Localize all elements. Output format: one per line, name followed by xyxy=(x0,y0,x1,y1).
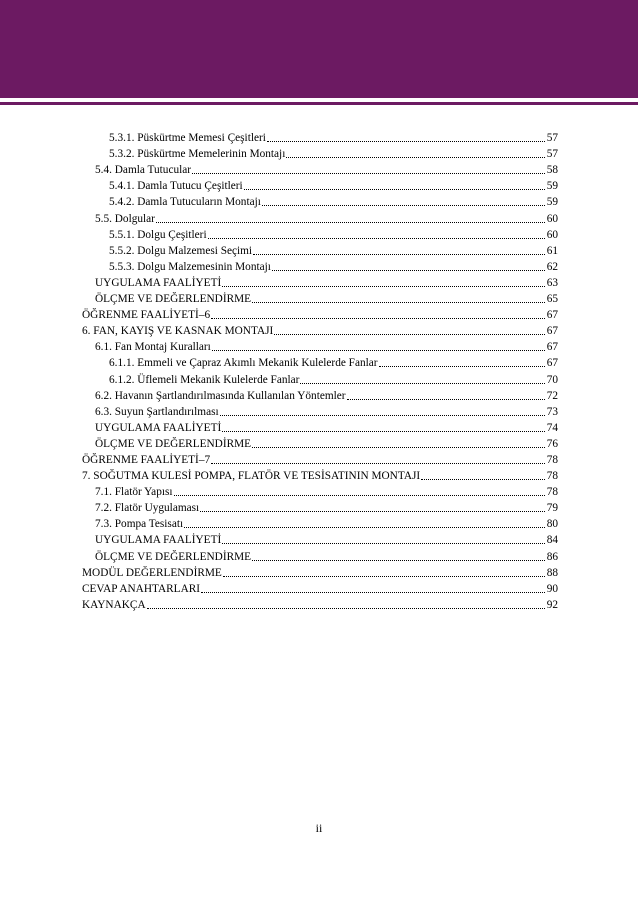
toc-entry[interactable] xyxy=(82,274,558,290)
toc-entry-page: 84 xyxy=(546,534,558,547)
toc-dot-leader xyxy=(253,253,545,255)
toc-dot-leader xyxy=(200,510,545,512)
toc-entry[interactable] xyxy=(82,290,558,306)
toc-dot-leader xyxy=(300,382,545,384)
toc-dot-leader xyxy=(347,398,545,400)
toc-entry-page: 78 xyxy=(546,453,558,466)
toc-entry[interactable] xyxy=(82,387,558,403)
toc-dot-leader xyxy=(252,446,545,448)
toc-entry-title: 5.5.1. Dolgu Çeşitleri xyxy=(109,228,207,241)
toc-entry[interactable] xyxy=(82,258,558,274)
toc-entry-title: 6.1.1. Emmeli ve Çapraz Akımlı Mekanik Kulelerde Fanlar xyxy=(109,357,378,370)
toc-entry-page: 79 xyxy=(546,502,558,515)
toc-entry-title: 6.2. Havanın Şartlandırılmasında Kullanılan Yöntemler xyxy=(95,389,346,402)
toc-dot-leader xyxy=(421,478,545,480)
toc-dot-leader xyxy=(267,140,545,142)
toc-entry-title: UYGULAMA FAALİYETİ xyxy=(95,276,222,289)
toc-dot-leader xyxy=(222,430,545,432)
toc-entry-page: 92 xyxy=(546,598,558,611)
toc-dot-leader xyxy=(184,526,545,528)
toc-entry[interactable] xyxy=(82,370,558,386)
toc-entry-page: 67 xyxy=(546,357,558,370)
toc-entry-title: KAYNAKÇA xyxy=(82,598,146,611)
toc-entry-page: 57 xyxy=(546,148,558,161)
toc-dot-leader xyxy=(222,285,545,287)
toc-entry-page: 73 xyxy=(546,405,558,418)
toc-entry[interactable] xyxy=(82,419,558,435)
toc-entry[interactable] xyxy=(82,161,558,177)
toc-dot-leader xyxy=(274,333,545,335)
header-underline xyxy=(0,102,638,105)
toc-dot-leader xyxy=(174,494,545,496)
toc-dot-leader xyxy=(379,365,545,367)
toc-entry-title: 6.3. Suyun Şartlandırılması xyxy=(95,405,219,418)
toc-entry-page: 62 xyxy=(546,260,558,273)
toc-entry-page: 88 xyxy=(546,566,558,579)
toc-entry-title: 7. SOĞUTMA KULESİ POMPA, FLATÖR VE TESİSATININ MONTAJI xyxy=(82,470,421,483)
toc-dot-leader xyxy=(208,237,545,239)
table-of-contents xyxy=(82,129,558,612)
toc-entry-title: 7.2. Flatör Uygulaması xyxy=(95,502,200,515)
toc-entry-page: 63 xyxy=(546,276,558,289)
toc-entry[interactable] xyxy=(82,467,558,483)
toc-entry[interactable] xyxy=(82,564,558,580)
toc-dot-leader xyxy=(192,172,545,174)
toc-entry-title: 5.3.1. Püskürtme Memesi Çeşitleri xyxy=(109,132,266,145)
toc-entry-page: 72 xyxy=(546,389,558,402)
toc-entry-title: 5.4. Damla Tutucular xyxy=(95,164,192,177)
toc-entry[interactable] xyxy=(82,547,558,563)
toc-entry-page: 67 xyxy=(546,325,558,338)
toc-entry-title: ÖLÇME VE DEĞERLENDİRME xyxy=(95,550,252,563)
toc-entry[interactable] xyxy=(82,242,558,258)
toc-entry[interactable] xyxy=(82,483,558,499)
toc-entry-page: 57 xyxy=(546,132,558,145)
toc-entry-title: CEVAP ANAHTARLARI xyxy=(82,582,201,595)
toc-entry-page: 78 xyxy=(546,470,558,483)
toc-entry-page: 74 xyxy=(546,421,558,434)
toc-entry-title: 7.3. Pompa Tesisatı xyxy=(95,518,184,531)
toc-entry-title: ÖLÇME VE DEĞERLENDİRME xyxy=(95,437,252,450)
header-band xyxy=(0,0,638,98)
toc-entry[interactable] xyxy=(82,499,558,515)
toc-entry[interactable] xyxy=(82,451,558,467)
toc-entry[interactable] xyxy=(82,226,558,242)
toc-entry[interactable] xyxy=(82,580,558,596)
toc-entry[interactable] xyxy=(82,145,558,161)
toc-entry-title: 5.5.3. Dolgu Malzemesinin Montajı xyxy=(109,260,271,273)
toc-dot-leader xyxy=(201,591,545,593)
toc-dot-leader xyxy=(156,221,545,223)
toc-entry-title: 5.5.2. Dolgu Malzemesi Seçimi xyxy=(109,244,253,257)
toc-entry-title: ÖĞRENME FAALİYETİ–7 xyxy=(82,453,211,466)
toc-dot-leader xyxy=(244,188,545,190)
toc-entry[interactable] xyxy=(82,531,558,547)
toc-entry[interactable] xyxy=(82,306,558,322)
toc-entry-page: 67 xyxy=(546,341,558,354)
toc-entry-page: 86 xyxy=(546,550,558,563)
toc-entry-page: 60 xyxy=(546,212,558,225)
toc-entry-title: 5.3.2. Püskürtme Memelerinin Montajı xyxy=(109,148,286,161)
toc-entry[interactable] xyxy=(82,209,558,225)
toc-entry-title: 6.1.2. Üflemeli Mekanik Kulelerde Fanlar xyxy=(109,373,300,386)
toc-entry[interactable] xyxy=(82,403,558,419)
toc-entry-title: 5.4.2. Damla Tutucuların Montajı xyxy=(109,196,261,209)
toc-dot-leader xyxy=(252,559,545,561)
toc-entry-title: 5.5. Dolgular xyxy=(95,212,155,225)
toc-entry-page: 70 xyxy=(546,373,558,386)
toc-entry-page: 67 xyxy=(546,309,558,322)
toc-entry-page: 90 xyxy=(546,582,558,595)
toc-entry-title: ÖLÇME VE DEĞERLENDİRME xyxy=(95,293,252,306)
toc-entry-page: 58 xyxy=(546,164,558,177)
toc-entry[interactable] xyxy=(82,322,558,338)
toc-entry[interactable] xyxy=(82,177,558,193)
toc-entry-title: 5.4.1. Damla Tutucu Çeşitleri xyxy=(109,180,243,193)
toc-entry-page: 60 xyxy=(546,228,558,241)
toc-dot-leader xyxy=(211,317,545,319)
toc-entry-page: 78 xyxy=(546,486,558,499)
page-number: ii xyxy=(315,821,323,835)
toc-entry-page: 80 xyxy=(546,518,558,531)
toc-entry[interactable] xyxy=(82,354,558,370)
toc-entry-page: 59 xyxy=(546,196,558,209)
toc-entry-title: 6. FAN, KAYIŞ VE KASNAK MONTAJI xyxy=(82,325,274,338)
toc-dot-leader xyxy=(262,204,545,206)
toc-dot-leader xyxy=(222,542,545,544)
toc-dot-leader xyxy=(212,349,545,351)
toc-entry[interactable] xyxy=(82,338,558,354)
toc-entry[interactable] xyxy=(82,193,558,209)
toc-entry-title: ÖĞRENME FAALİYETİ–6 xyxy=(82,309,211,322)
toc-entry-page: 61 xyxy=(546,244,558,257)
toc-entry[interactable] xyxy=(82,515,558,531)
toc-entry-page: 76 xyxy=(546,437,558,450)
toc-dot-leader xyxy=(272,269,545,271)
toc-dot-leader xyxy=(220,414,545,416)
toc-entry-title: UYGULAMA FAALİYETİ xyxy=(95,421,222,434)
toc-entry-page: 59 xyxy=(546,180,558,193)
toc-dot-leader xyxy=(211,462,545,464)
toc-entry[interactable] xyxy=(82,596,558,612)
toc-entry-title: UYGULAMA FAALİYETİ xyxy=(95,534,222,547)
toc-entry-page: 65 xyxy=(546,293,558,306)
toc-entry-title: 7.1. Flatör Yapısı xyxy=(95,486,173,499)
toc-dot-leader xyxy=(286,156,545,158)
toc-entry-title: 6.1. Fan Montaj Kuralları xyxy=(95,341,211,354)
toc-dot-leader xyxy=(147,607,545,609)
toc-entry[interactable] xyxy=(82,129,558,145)
toc-entry[interactable] xyxy=(82,435,558,451)
toc-dot-leader xyxy=(223,575,545,577)
toc-entry-title: MODÜL DEĞERLENDİRME xyxy=(82,566,222,579)
toc-dot-leader xyxy=(252,301,545,303)
